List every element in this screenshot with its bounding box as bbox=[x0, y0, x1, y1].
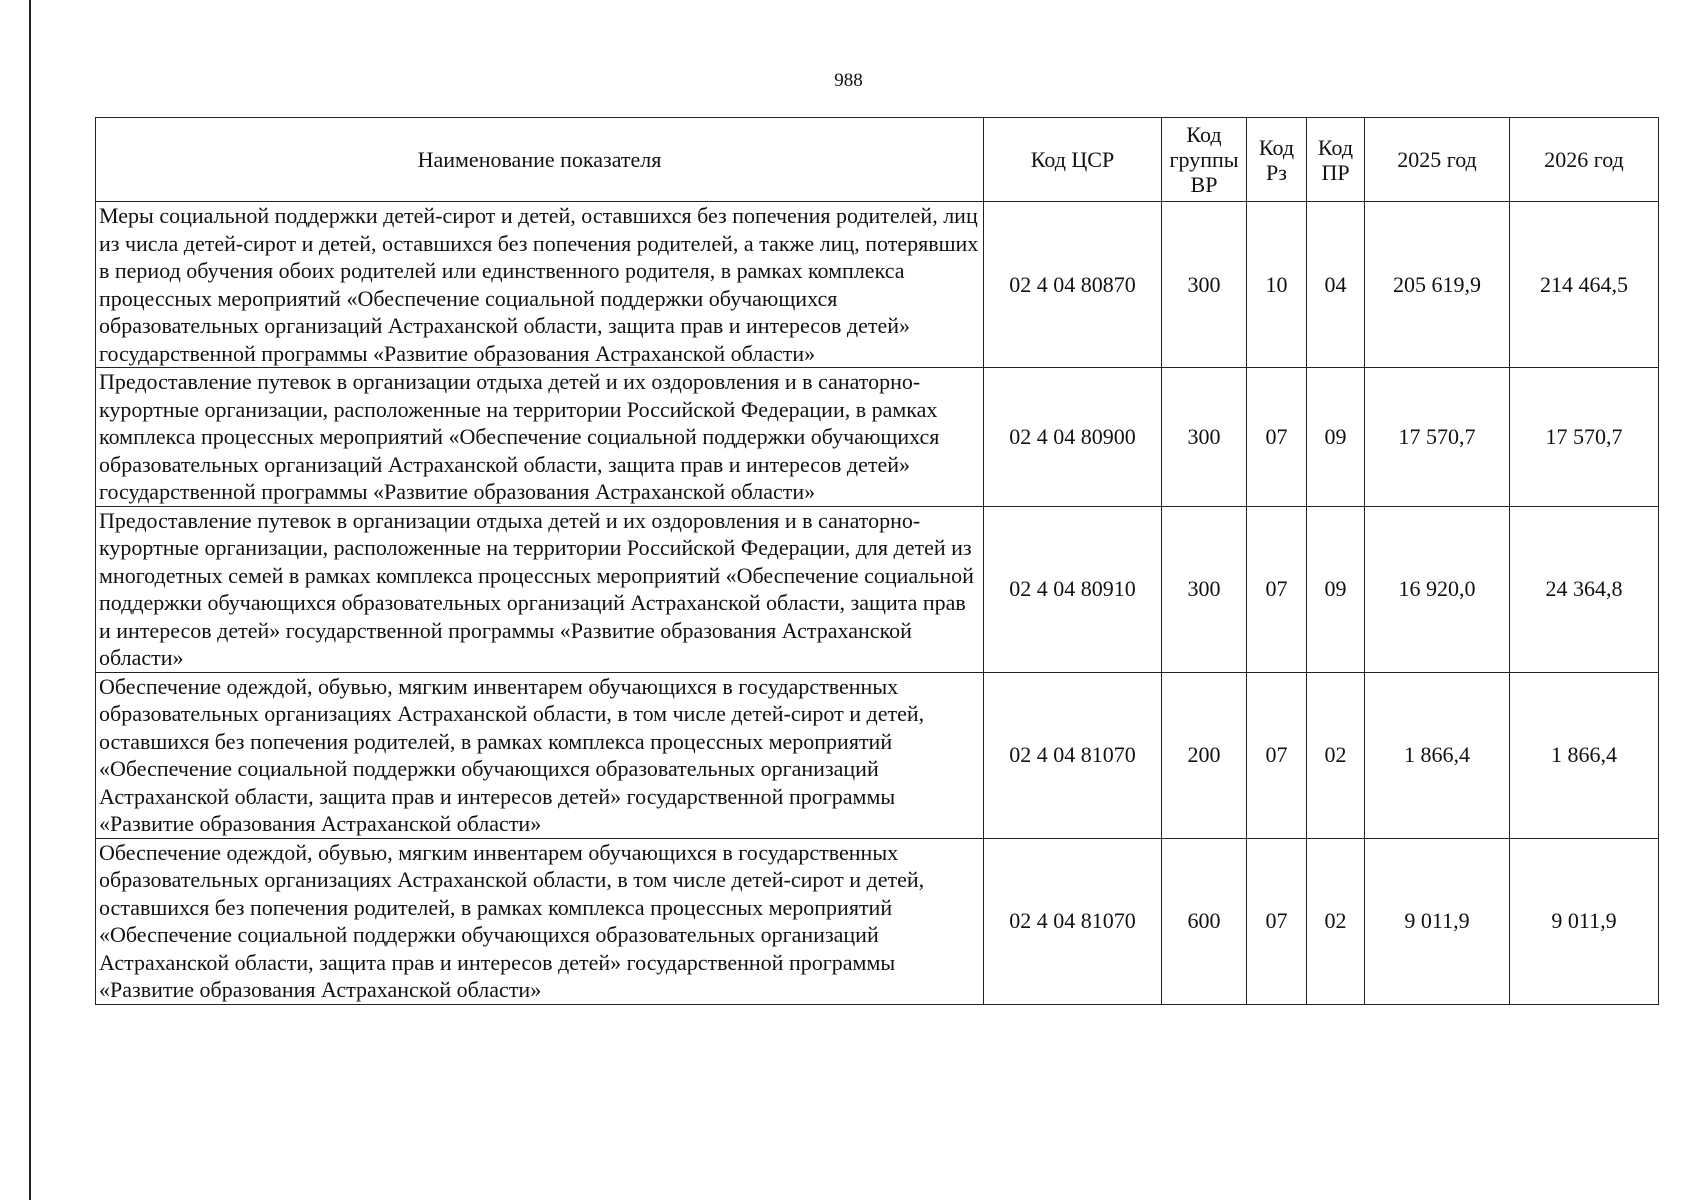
csr-code: 02 4 04 80900 bbox=[984, 368, 1162, 507]
header-pr: Код ПР bbox=[1307, 118, 1365, 202]
header-rz: Код Рз bbox=[1247, 118, 1307, 202]
csr-code: 02 4 04 81070 bbox=[984, 838, 1162, 1004]
amount-2026: 1 866,4 bbox=[1510, 672, 1659, 838]
table-row bbox=[96, 368, 1659, 507]
pr-code: 02 bbox=[1307, 838, 1365, 1004]
table-row bbox=[96, 838, 1659, 1004]
amount-2025: 9 011,9 bbox=[1365, 838, 1510, 1004]
amount-2026: 9 011,9 bbox=[1510, 838, 1659, 1004]
amount-2025: 1 866,4 bbox=[1365, 672, 1510, 838]
table-row bbox=[96, 506, 1659, 672]
header-2026: 2026 год bbox=[1510, 118, 1659, 202]
table-row bbox=[96, 672, 1659, 838]
vr-code: 600 bbox=[1162, 838, 1247, 1004]
amount-2025: 205 619,9 bbox=[1365, 202, 1510, 368]
rz-code: 07 bbox=[1247, 838, 1307, 1004]
header-row bbox=[96, 118, 1659, 202]
indicator-name: Предоставление путевок в организации отдыха детей и их оздоровления и в санаторно-курортные организации, расположенные на территории Российской Федерации, в рамках комплекса процессных мероприятий «Обеспечение социальной поддержки обучающихся образовательных организаций Астраханской области, защита прав и интересов детей» государственной программы «Развитие образования Астраханской области» bbox=[96, 368, 984, 507]
indicator-name: Обеспечение одеждой, обувью, мягким инвентарем обучающихся в государственных образовательных организациях Астраханской области, в том числе детей-сирот и детей, оставшихся без попечения родителей, в рамках комплекса процессных мероприятий «Обеспечение социальной поддержки обучающихся образовательных организаций Астраханской области, защита прав и интересов детей» государственной программы «Развитие образования Астраханской области» bbox=[96, 672, 984, 838]
vr-code: 200 bbox=[1162, 672, 1247, 838]
header-2025: 2025 год bbox=[1365, 118, 1510, 202]
header-name: Наименование показателя bbox=[96, 118, 984, 202]
table-row bbox=[96, 202, 1659, 368]
rz-code: 10 bbox=[1247, 202, 1307, 368]
budget-table bbox=[95, 117, 1659, 1005]
table-body bbox=[96, 202, 1659, 1005]
amount-2026: 17 570,7 bbox=[1510, 368, 1659, 507]
rz-code: 07 bbox=[1247, 368, 1307, 507]
indicator-name: Меры социальной поддержки детей-сирот и детей, оставшихся без попечения родителей, лиц из числа детей-сирот и детей, оставшихся без попечения родителей, а также лиц, потерявших в период обучения обоих родителей или единственного родителя, в рамках комплекса процессных мероприятий «Обеспечение социальной поддержки обучающихся образовательных организаций Астраханской области, защита прав и интересов детей» государственной программы «Развитие образования Астраханской области» bbox=[96, 202, 984, 368]
amount-2025: 17 570,7 bbox=[1365, 368, 1510, 507]
page-number: 988 bbox=[834, 70, 863, 91]
rz-code: 07 bbox=[1247, 672, 1307, 838]
vr-code: 300 bbox=[1162, 368, 1247, 507]
amount-2026: 214 464,5 bbox=[1510, 202, 1659, 368]
pr-code: 04 bbox=[1307, 202, 1365, 368]
pr-code: 02 bbox=[1307, 672, 1365, 838]
header-csr: Код ЦСР bbox=[984, 118, 1162, 202]
indicator-name: Обеспечение одеждой, обувью, мягким инвентарем обучающихся в государственных образовательных организациях Астраханской области, в том числе детей-сирот и детей, оставшихся без попечения родителей, в рамках комплекса процессных мероприятий «Обеспечение социальной поддержки обучающихся образовательных организаций Астраханской области, защита прав и интересов детей» государственной программы «Развитие образования Астраханской области» bbox=[96, 838, 984, 1004]
pr-code: 09 bbox=[1307, 506, 1365, 672]
vr-code: 300 bbox=[1162, 202, 1247, 368]
csr-code: 02 4 04 80870 bbox=[984, 202, 1162, 368]
table-header bbox=[96, 118, 1659, 202]
rz-code: 07 bbox=[1247, 506, 1307, 672]
header-vr: Код группы ВР bbox=[1162, 118, 1247, 202]
page-margin-line bbox=[29, 0, 31, 1200]
csr-code: 02 4 04 80910 bbox=[984, 506, 1162, 672]
amount-2026: 24 364,8 bbox=[1510, 506, 1659, 672]
pr-code: 09 bbox=[1307, 368, 1365, 507]
indicator-name: Предоставление путевок в организации отдыха детей и их оздоровления и в санаторно-курортные организации, расположенные на территории Российской Федерации, для детей из многодетных семей в рамках комплекса процессных мероприятий «Обеспечение социальной поддержки обучающихся образовательных организаций Астраханской области, защита прав и интересов детей» государственной программы «Развитие образования Астраханской области» bbox=[96, 506, 984, 672]
csr-code: 02 4 04 81070 bbox=[984, 672, 1162, 838]
vr-code: 300 bbox=[1162, 506, 1247, 672]
amount-2025: 16 920,0 bbox=[1365, 506, 1510, 672]
